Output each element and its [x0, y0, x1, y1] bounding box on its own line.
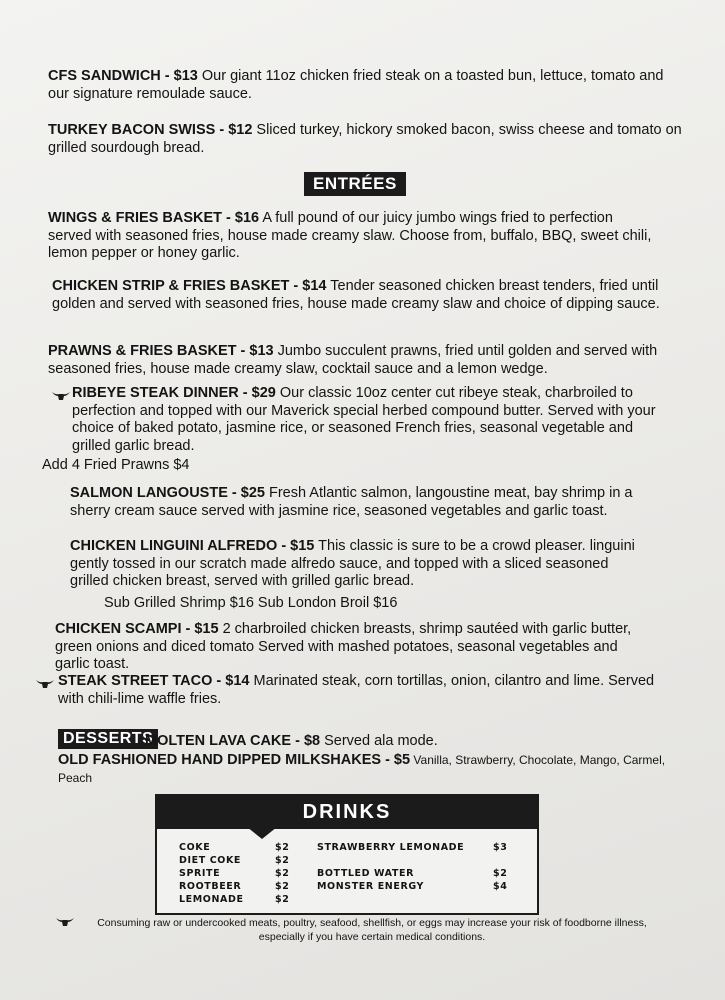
drink-item: ROOTBEER [179, 881, 242, 892]
item-name: OLD FASHIONED HAND DIPPED MILKSHAKES - $5 [58, 752, 411, 768]
longhorn-icon [52, 391, 70, 401]
item-name: RIBEYE STEAK DINNER - $29 [72, 385, 276, 401]
drink-item: STRAWBERRY LEMONADE [317, 842, 465, 853]
menu-item-ribeye [72, 385, 662, 455]
drinks-title: DRINKS [157, 796, 537, 829]
item-desc: Served ala mode. [320, 733, 438, 749]
entrees-heading: ENTRÉES [304, 172, 406, 196]
drink-price: $2 [275, 881, 290, 892]
item-name: SALMON LANGOUSTE - $25 [70, 485, 265, 501]
desserts-heading: DESSERTS [58, 729, 158, 749]
menu-item-prawns [48, 343, 668, 378]
drinks-box [155, 794, 539, 915]
item-desc: Sliced turkey, hickory smoked bacon, swiss cheese and tomato on grilled sourdough bread. [48, 122, 682, 156]
drink-item: MONSTER ENERGY [317, 881, 425, 892]
drink-item: COKE [179, 842, 211, 853]
drink-price: $2 [493, 868, 508, 879]
menu-item-chicken-strip [52, 278, 662, 313]
item-desc: Tender seasoned chicken breast tenders, fried until golden and served with seasoned fries, house made creamy slaw and choice of dipping sauce. [52, 278, 660, 312]
menu-item-cfs-sandwich [48, 68, 688, 103]
drink-price: $3 [493, 842, 508, 853]
drink-price: $2 [275, 894, 290, 905]
menu-item-lava-cake [145, 733, 438, 751]
item-name: WINGS & FRIES BASKET - $16 [48, 210, 260, 226]
item-desc: A full pound of our juicy jumbo wings fried to perfection served with seasoned fries, house made creamy slaw. Choose from, buffalo, BBQ, sweet chili, lemon pepper or honey garlic. [48, 210, 652, 261]
footnote-line-2: especially if you have certain medical conditions. [258, 931, 486, 943]
footnote [72, 916, 672, 944]
longhorn-icon [36, 679, 54, 689]
item-desc: 2 charbroiled chicken breasts, shrimp sautéed with garlic butter, green onions and diced tomato Served with mashed potatoes, seasonal vegetables and garlic toast. [55, 621, 632, 672]
item-desc: Our classic 10oz center cut ribeye steak, charbroiled to perfection and topped with our Maverick special herbed compound butter. Served with your choice of baked potato, jasmine rice, or seasoned French fries, seasonal vegetable and grilled garlic bread. [72, 385, 656, 454]
item-desc: Marinated steak, corn tortillas, onion, cilantro and lime. Served with chili-lime waffle fries. [58, 673, 655, 707]
drink-item: LEMONADE [179, 894, 244, 905]
item-desc: Vanilla, Strawberry, Chocolate, Mango, Carmel, Peach [58, 753, 666, 785]
item-name: MOLTEN LAVA CAKE - $8 [145, 733, 321, 749]
drink-item: SPRITE [179, 868, 221, 879]
menu-item-alfredo [70, 538, 645, 591]
drink-item: DIET COKE [179, 855, 241, 866]
menu-item-steak-taco [58, 673, 668, 708]
menu-item-turkey-bacon-swiss [48, 122, 688, 157]
item-name: TURKEY BACON SWISS - $12 [48, 122, 253, 138]
drink-price: $4 [493, 881, 508, 892]
item-name: CHICKEN STRIP & FRIES BASKET - $14 [52, 278, 327, 294]
item-name: PRAWNS & FRIES BASKET - $13 [48, 343, 274, 359]
alfredo-sub: Sub Grilled Shrimp $16 Sub London Broil $16 [104, 595, 398, 611]
menu-item-salmon [70, 485, 645, 520]
menu-item-milkshakes [58, 752, 698, 787]
item-name: CHICKEN LINGUINI ALFREDO - $15 [70, 538, 315, 554]
drink-price: $2 [275, 855, 290, 866]
item-name: CHICKEN SCAMPI - $15 [55, 621, 219, 637]
menu-item-scampi [55, 621, 645, 674]
drink-item: BOTTLED WATER [317, 868, 414, 879]
item-name: CFS SANDWICH - $13 [48, 68, 198, 84]
drink-price: $2 [275, 842, 290, 853]
item-desc: Fresh Atlantic salmon, langoustine meat, bay shrimp in a sherry cream sauce served with jasmine rice, seasoned vegetables and garlic toast. [70, 485, 633, 519]
drink-price: $2 [275, 868, 290, 879]
menu-item-wings [48, 210, 658, 263]
item-desc: This classic is sure to be a crowd pleaser. linguini gently tossed in our scratch made alfredo sauce, and topped with a sliced seasoned grilled chicken breast, served with grilled garlic bread. [70, 538, 635, 589]
item-desc: Jumbo succulent prawns, fried until golden and served with seasoned fries, house made creamy slaw, cocktail sauce and a lemon wedge. [48, 343, 658, 377]
footnote-line-1: Consuming raw or undercooked meats, poultry, seafood, shellfish, or eggs may increase your risk of foodborne illness, [97, 917, 647, 929]
drinks-notch [247, 827, 277, 839]
ribeye-addon: Add 4 Fried Prawns $4 [42, 457, 190, 473]
item-desc: Our giant 11oz chicken fried steak on a toasted bun, lettuce, tomato and our signature remoulade sauce. [48, 68, 664, 102]
item-name: STEAK STREET TACO - $14 [58, 673, 250, 689]
